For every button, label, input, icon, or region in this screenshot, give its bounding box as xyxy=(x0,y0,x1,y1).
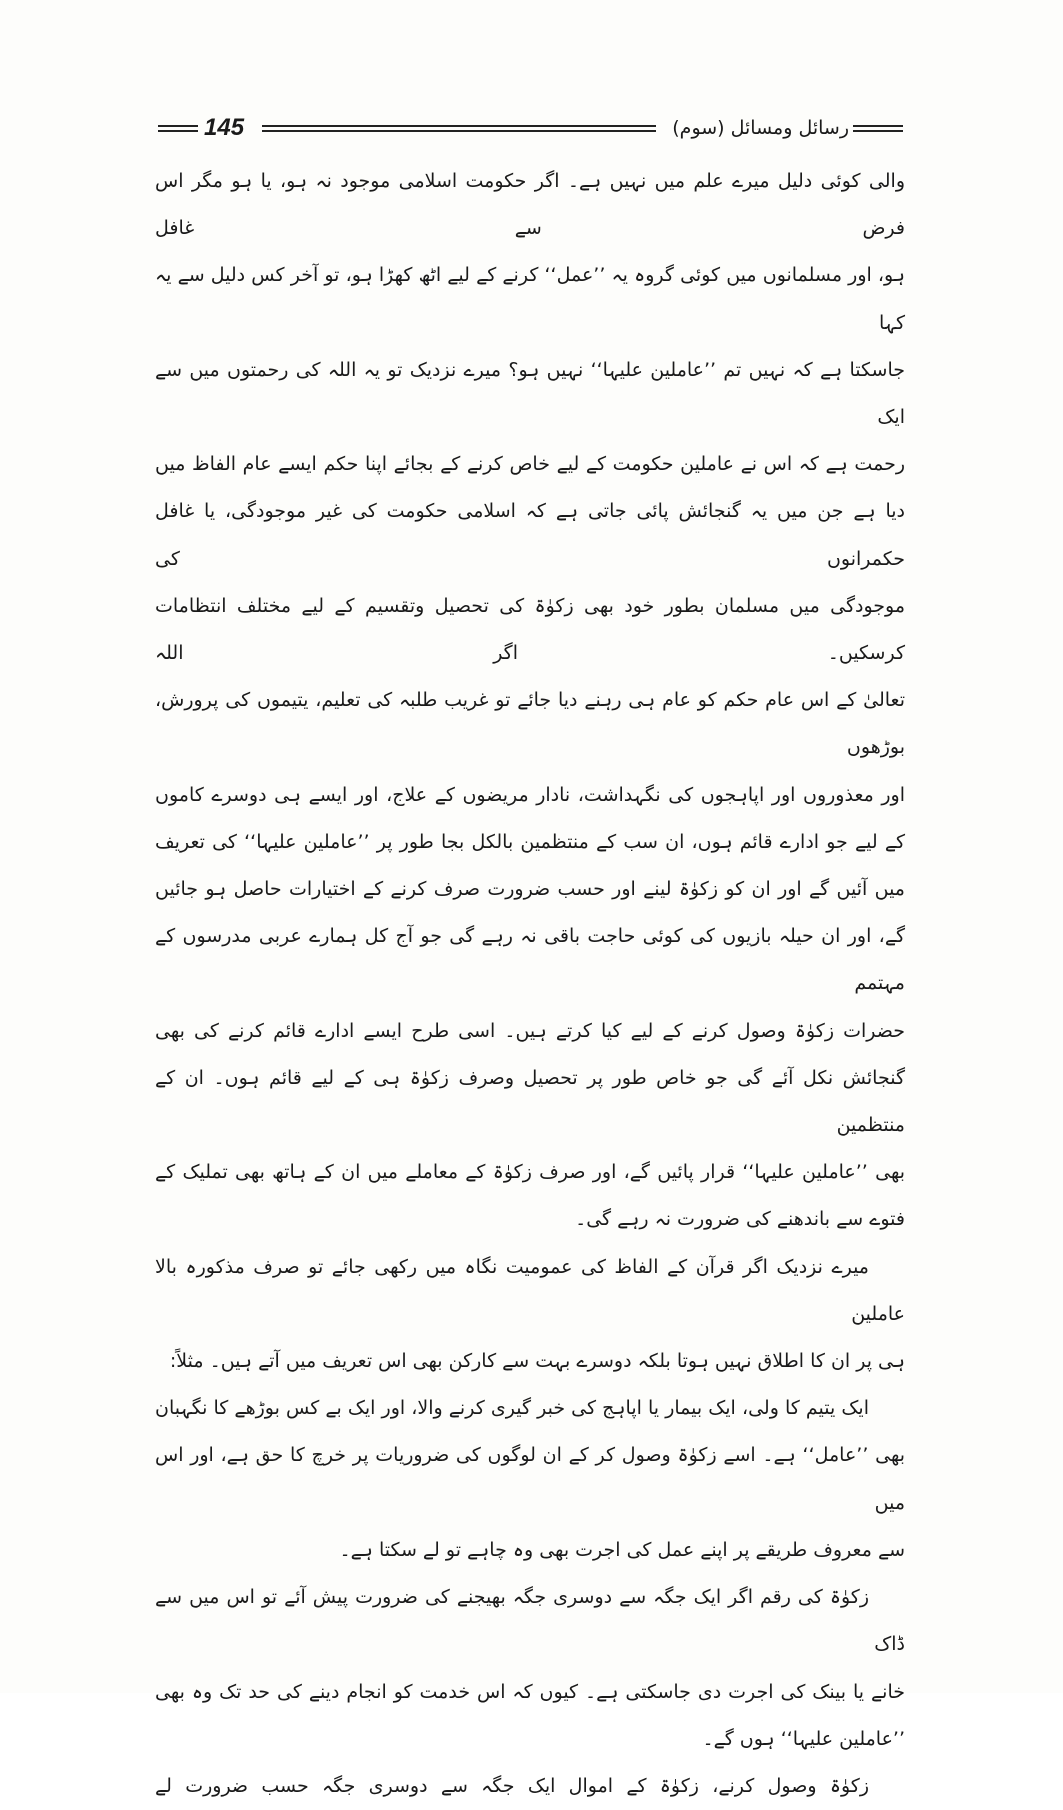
header-rule-left xyxy=(158,125,198,132)
text-line: بھی ’’عامل‘‘ ہے۔ اسے زکوٰۃ وصول کر کے ان لوگوں کی ضروریات پر خرچ کا حق ہے، اور اس میں xyxy=(155,1444,905,1514)
text-line: حضرات زکوٰۃ وصول کرنے کے لیے کیا کرتے ہیں۔ اسی طرح ایسے ادارے قائم کرنے کی بھی xyxy=(155,1019,905,1042)
running-title: رسائل ومسائل (سوم) xyxy=(672,117,849,139)
text-line: اور معذوروں اور اپاہجوں کی نگہداشت، نادار مریضوں کے علاج، اور ایسے ہی دوسرے کاموں xyxy=(155,783,905,806)
header-rule-middle xyxy=(262,125,656,132)
text-line: سے معروف طریقے پر اپنے عمل کی اجرت بھی وہ چاہے تو لے سکتا ہے۔ xyxy=(339,1538,905,1561)
text-line: رحمت ہے کہ اس نے عاملین حکومت کے لیے خاص کرنے کے بجائے اپنا حکم ایسے عام الفاظ میں xyxy=(155,453,905,476)
text-line: زکوٰۃ کی رقم اگر ایک جگہ سے دوسری جگہ بھیجنے کی ضرورت پیش آئے تو اس میں سے ڈاک xyxy=(155,1586,905,1656)
text-line: والی کوئی دلیل میرے علم میں نہیں ہے۔ اگر حکومت اسلامی موجود نہ ہو، یا ہو مگر اس فرض سے غافل xyxy=(155,170,905,240)
header-rule-right xyxy=(853,125,903,132)
text-line: زکوٰۃ وصول کرنے، زکوٰۃ کے اموال ایک جگہ سے دوسری جگہ حسب ضرورت لے xyxy=(155,1774,869,1797)
page-header xyxy=(158,112,903,144)
text-line: ہی پر ان کا اطلاق نہیں ہوتا بلکہ دوسرے بہت سے کارکن بھی اس تعریف میں آتے ہیں۔ مثلاً: xyxy=(169,1350,905,1373)
text-line: میرے نزدیک اگر قرآن کے الفاظ کی عمومیت نگاہ میں رکھی جائے تو صرف مذکورہ بالا عاملین xyxy=(155,1255,905,1325)
text-line: خانے یا بینک کی اجرت دی جاسکتی ہے۔ کیوں کہ اس خدمت کو انجام دینے کی حد تک وہ بھی xyxy=(155,1680,905,1703)
text-line: تعالیٰ کے اس عام حکم کو عام ہی رہنے دیا جائے تو غریب طلبہ کی تعلیم، یتیموں کی پرورش، بوڑھوں xyxy=(155,689,905,759)
page-number: 145 xyxy=(204,114,245,141)
text-line: میں آئیں گے اور ان کو زکوٰۃ لینے اور حسب ضرورت صرف کرنے کے اختیارات حاصل ہو جائیں xyxy=(155,878,905,901)
text-line: فتوے سے باندھنے کی ضرورت نہ رہے گی۔ xyxy=(575,1208,905,1231)
text-line: بھی ’’عاملین علیہا‘‘ قرار پائیں گے، اور صرف زکوٰۃ کے معاملے میں ان کے ہاتھ بھی تملیک کے xyxy=(155,1161,905,1184)
text-line: ہو، اور مسلمانوں میں کوئی گروہ یہ ’’عمل‘‘ کرنے کے لیے اٹھ کھڑا ہو، تو آخر کس دلیل سے یہ کہا xyxy=(155,264,905,334)
body-text xyxy=(155,158,905,1810)
text-line: جاسکتا ہے کہ نہیں تم ’’عاملین علیہا‘‘ نہیں ہو؟ میرے نزدیک تو یہ اللہ کی رحمتوں میں سے ایک xyxy=(155,358,905,429)
text-line: دیا ہے جن میں یہ گنجائش پائی جاتی ہے کہ اسلامی حکومت کی غیر موجودگی، یا غافل حکمرانوں کی xyxy=(155,500,905,570)
text-line: گنجائش نکل آئے گی جو خاص طور پر تحصیل وصرف زکوٰۃ ہی کے لیے قائم ہوں۔ ان کے منتظمین xyxy=(155,1066,905,1137)
text-line: کے لیے جو ادارے قائم ہوں، ان سب کے منتظمین بالکل بجا طور پر ’’عاملین علیہا‘‘ کی تعریف xyxy=(155,830,905,853)
text-line: موجودگی میں مسلمان بطور خود بھی زکوٰۃ کی تحصیل وتقسیم کے لیے مختلف انتظامات کرسکیں۔ اگر اللہ xyxy=(155,594,905,665)
text-line: گے، اور ان حیلہ بازیوں کی کوئی حاجت باقی نہ رہے گی جو آج کل ہمارے عربی مدرسوں کے مہتمم xyxy=(155,925,905,995)
text-line: ’’عاملین علیہا‘‘ ہوں گے۔ xyxy=(702,1727,905,1750)
text-line: ایک یتیم کا ولی، ایک بیمار یا اپاہج کی خبر گیری کرنے والا، اور ایک بے کس بوڑھے کا نگہبان xyxy=(155,1397,869,1420)
